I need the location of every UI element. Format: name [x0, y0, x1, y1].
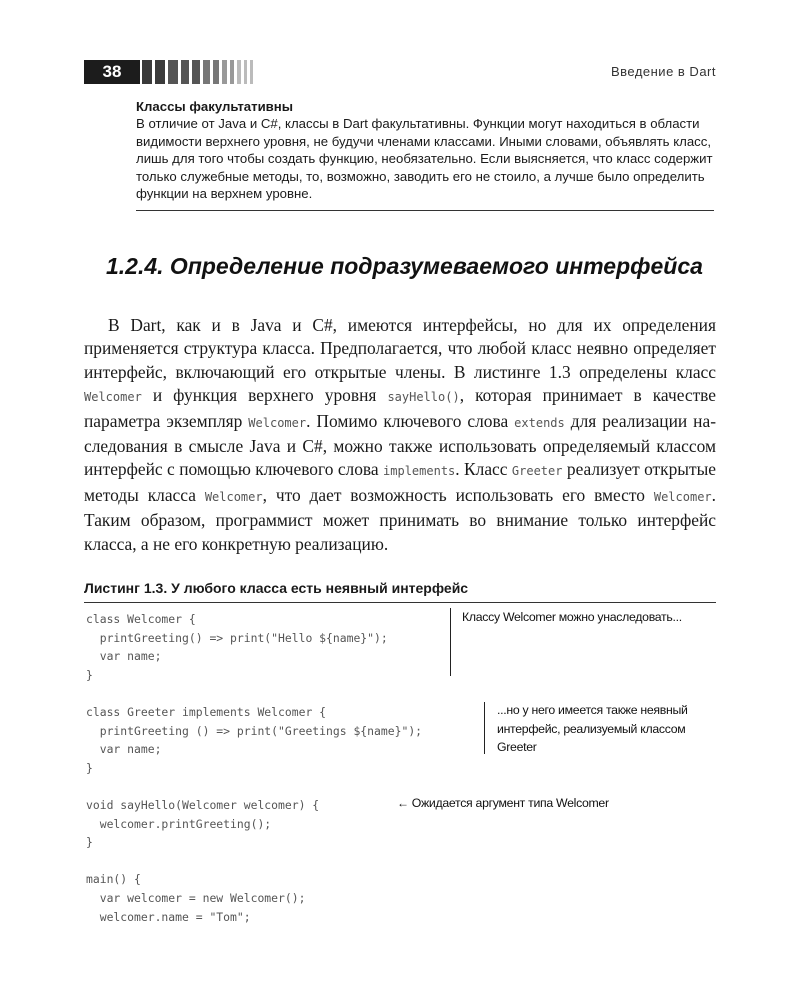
annotation-bracket-1 — [450, 608, 451, 676]
note-box — [136, 98, 714, 211]
inline-code: implements — [383, 464, 456, 479]
text-run: реализует открытые методы класса — [84, 459, 716, 505]
running-title: Введение в Dart — [610, 64, 716, 79]
listing-rule — [84, 602, 716, 603]
page-header — [84, 60, 716, 84]
inline-code: Welcomer — [84, 390, 142, 405]
section-heading: 1.2.4. Определение подразумеваемого интерфейса — [106, 253, 703, 279]
text-run: для реализации наследования в смысле Java и C#, можно также использовать определяемый классом интерфейс с помощью ключевого слова — [84, 410, 717, 480]
arrow-left-icon: ← — [397, 796, 409, 810]
text-run: и функция верхнего уровня — [141, 385, 388, 406]
inline-code: Welcomer — [204, 489, 263, 504]
text-run: . Таким образом, программист может принимать во внимание только интерфейс класса, а не его конкретную реализацию. — [84, 484, 716, 554]
annotation-2 — [497, 701, 688, 757]
inline-code: Greeter — [511, 464, 563, 479]
annotation-2-line-1: ...но у него имеется также неявный — [497, 703, 688, 717]
text-run: , которая принимает в качестве параметра экземпляр — [84, 385, 717, 431]
annotation-3-text: Ожидается аргумент типа Welcomer — [411, 796, 609, 810]
note-title: Классы факультативны — [136, 99, 294, 114]
inline-code: Welcomer — [248, 415, 307, 430]
text-run: , что дает возможность использовать его вместо — [262, 484, 654, 505]
annotation-2-line-2: интерфейс, реализуемый классом — [497, 721, 686, 736]
header-decoration-bars — [142, 60, 256, 84]
listing-title: Листинг 1.3. У любого класса есть неявный интерфейс — [84, 580, 469, 596]
page-number: 38 — [84, 60, 140, 84]
text-run: . Помимо ключевого слова — [306, 410, 515, 431]
text-run: В Dart, как и в Java и C#, имеются интерфейсы, но для их определения применяется структура класса. Предполагается, что любой класс неявно определяет интерфейс, включающий его открытые члены. В листинге 1.3 определены класс — [84, 315, 716, 382]
inline-code: Welcomer — [653, 489, 712, 504]
text-run: . Класс — [455, 459, 512, 480]
inline-code: extends — [514, 415, 565, 430]
annotation-1: Классу Welcomer можно унаследовать... — [462, 610, 682, 624]
annotation-3 — [397, 794, 609, 813]
code-listing: class Welcomer { printGreeting() => print("Hello ${name}"); var name; } class Greeter implements Welcomer { printGreeting () => print("Greetings ${name}"); var name; } void sayHello(Welcomer welcomer) { welcomer.printGreeting(); } main() { var welcomer = new Welcomer(); welcomer.name = "Tom"; — [86, 612, 423, 924]
annotation-2-line-3: Greeter — [497, 740, 537, 755]
note-text: В отличие от Java и C#, классы в Dart факультативны. Функции могут находиться в области видимости верхнего уровня, не будучи членами классами. Иными словами, объявлять класс, лишь для того чтобы создать функцию, необязательно. Если выясняется, что класс содержит только служебные методы, то, возможно, заводить его не стоило, а лучше было определить функции на верхнем уровне. — [136, 116, 713, 202]
inline-code: sayHello() — [387, 390, 460, 405]
annotation-bracket-2 — [484, 702, 485, 754]
body-paragraph — [84, 314, 716, 556]
